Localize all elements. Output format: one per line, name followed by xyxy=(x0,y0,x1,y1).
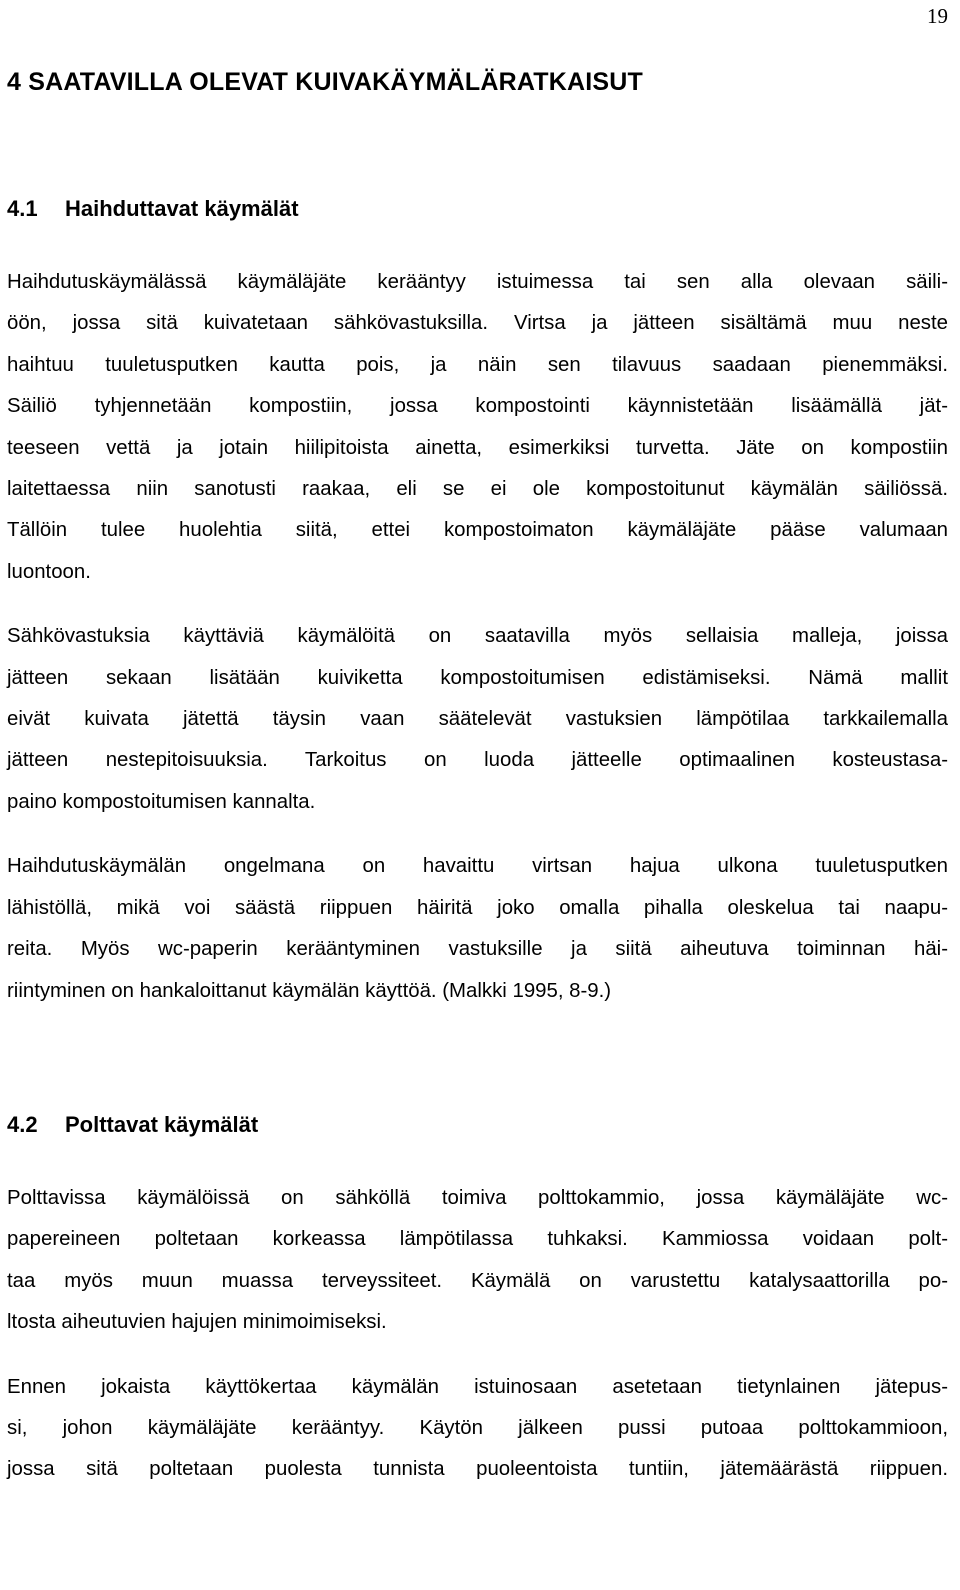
section-title: Polttavat käymälät xyxy=(65,1111,259,1137)
text-line: Polttavissa käymälöissä on sähköllä toimiva polttokammio, jossa käymäläjäte wc- xyxy=(7,1186,948,1209)
text-line: jätteen sekaan lisätään kuiviketta kompostoitumisen edistämiseksi. Nämä mallit xyxy=(7,666,948,689)
text-line: papereineen poltetaan korkeassa lämpötilassa tuhkaksi. Kammiossa voidaan polt- xyxy=(7,1228,948,1251)
text-line: si, johon käymäläjäte kerääntyy. Käytön jälkeen pussi putoaa polttokammioon, xyxy=(7,1416,948,1439)
section-number: 4.2 xyxy=(7,1111,38,1137)
text-line: lähistöllä, mikä voi säästä riippuen häiritä joko omalla pihalla oleskelua tai naapu- xyxy=(7,896,948,919)
paragraph xyxy=(7,262,948,593)
paragraph xyxy=(7,1178,948,1344)
text-line: Ennen jokaista käyttökertaa käymälän istuinosaan asetetaan tietynlainen jätepus- xyxy=(7,1375,948,1398)
section-number: 4.1 xyxy=(7,196,38,221)
text-line: Tällöin tulee huolehtia siitä, ettei kompostoimaton käymäläjäte pääse valumaan xyxy=(7,519,948,542)
chapter-heading: 4 SAATAVILLA OLEVAT KUIVAKÄYMÄLÄRATKAISUT xyxy=(7,68,643,96)
section-heading-4-2 xyxy=(7,1110,948,1140)
text-line: haihtuu tuuletusputken kautta pois, ja näin sen tilavuus saadaan pienemmäksi. xyxy=(7,353,948,376)
section-title: Haihduttavat käymälät xyxy=(65,196,299,221)
text-line: Haihdutuskäymälässä käymäläjäte kerääntyy istuimessa tai sen alla olevaan säili- xyxy=(7,271,948,293)
text-line: öön, jossa sitä kuivatetaan sähkövastuksilla. Virtsa ja jätteen sisältämä muu neste xyxy=(7,312,948,335)
text-line: reita. Myös wc-paperin kerääntyminen vastuksille ja siitä aiheutuva toiminnan häi- xyxy=(7,938,948,961)
section-heading-4-1 xyxy=(7,194,948,224)
text-line: jätteen nestepitoisuuksia. Tarkoitus on luoda jätteelle optimaalinen kosteustasa- xyxy=(7,749,948,772)
page-number: 19 xyxy=(927,4,948,28)
text-line: Haihdutuskäymälän ongelmana on havaittu virtsan hajua ulkona tuuletusputken xyxy=(7,855,948,878)
text-line: eivät kuivata jätettä täysin vaan säätelevät vastuksien lämpötilaa tarkkailemalla xyxy=(7,708,948,731)
text-line: Sähkövastuksia käyttäviä käymälöitä on saatavilla myös sellaisia malleja, joissa xyxy=(7,625,948,648)
paragraph xyxy=(7,1367,948,1491)
text-line: taa myös muun muassa terveyssiteet. Käymälä on varustettu katalysaattorilla po- xyxy=(7,1269,948,1292)
text-line: teeseen vettä ja jotain hiilipitoista ainetta, esimerkiksi turvetta. Jäte on kompostiin xyxy=(7,436,948,459)
text-line: paino kompostoitumisen kannalta. xyxy=(7,790,316,813)
document-body xyxy=(7,64,948,1491)
paragraph xyxy=(7,846,948,1012)
text-line: ltosta aiheutuvien hajujen minimoimiseksi. xyxy=(7,1311,387,1334)
text-line: jossa sitä poltetaan puolesta tunnista puoleentoista tuntiin, jätemäärästä riippuen. xyxy=(7,1458,948,1481)
paragraph xyxy=(7,616,948,823)
text-line: laitettaessa niin sanotusti raakaa, eli se ei ole kompostoitunut käymälän säiliössä. xyxy=(7,478,948,501)
text-line: riintyminen on hankaloittanut käymälän käyttöä. (Malkki 1995, 8-9.) xyxy=(7,979,612,1002)
text-line: luontoon. xyxy=(7,560,91,583)
text-line: Säiliö tyhjennetään kompostiin, jossa kompostointi käynnistetään lisäämällä jät- xyxy=(7,395,948,418)
